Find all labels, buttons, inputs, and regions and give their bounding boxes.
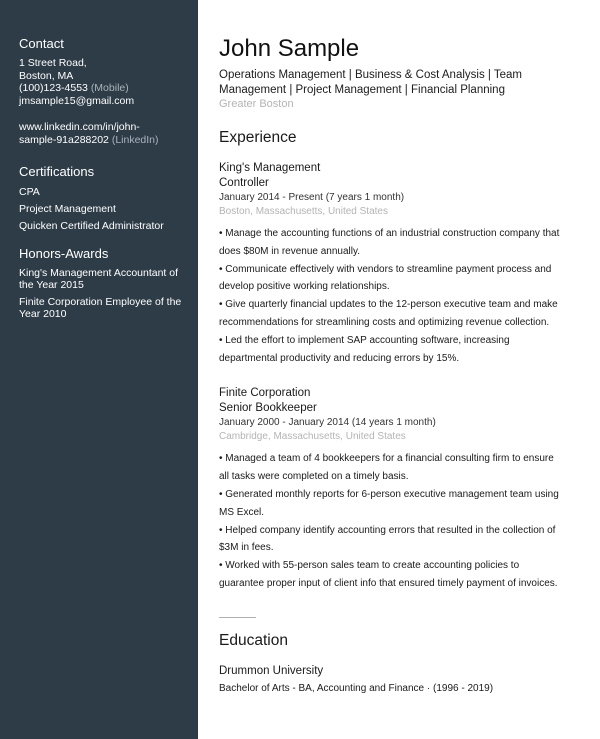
- bullet-line: departmental productivity and reducing errors by 15%.: [219, 352, 460, 364]
- honor-item: [19, 267, 188, 292]
- certification-item: Project Management: [19, 203, 116, 215]
- job-dates: January 2000 - January 2014 (14 years 1 month): [219, 417, 436, 429]
- address-line-1: 1 Street Road,: [19, 57, 87, 69]
- certifications-heading: Certifications: [19, 164, 95, 179]
- phone-type: (Mobile): [90, 82, 129, 94]
- education-school: Drummon University: [219, 664, 324, 677]
- job-entry: [219, 160, 582, 367]
- bullet-line: all tasks were completed on a timely basis.: [219, 471, 409, 483]
- linkedin-url-tail[interactable]: sample-91a288202: [19, 133, 109, 146]
- honor-line: King's Management Accountant of: [19, 266, 179, 279]
- main-content: [198, 0, 600, 739]
- honor-line: Year 2010: [19, 308, 67, 320]
- job-role: Controller: [219, 177, 269, 189]
- education-title: Education: [219, 631, 288, 649]
- linkedin-block: [19, 121, 188, 146]
- headline-line-2: Management | Project Management | Financial Planning: [219, 83, 505, 96]
- honor-line: Finite Corporation Employee of the: [19, 295, 182, 308]
- bullet-line: MS Excel.: [219, 506, 265, 518]
- job-entry: [219, 385, 582, 592]
- bullet-line: • Helped company identify accounting errors that resulted in the collection of: [219, 524, 556, 536]
- job-location: Cambridge, Massachusetts, United States: [219, 431, 406, 443]
- bullet-line: recommendations for streamlining costs and optimizing revenue collection.: [219, 316, 550, 328]
- bullet-line: • Give quarterly financial updates to the 12-person executive team and make: [219, 299, 558, 311]
- email-link[interactable]: jmsample15@gmail.com: [19, 94, 135, 107]
- bullet-line: • Generated monthly reports for 6-person executive management team using: [219, 488, 559, 500]
- certification-item: CPA: [19, 186, 40, 198]
- address-line-2: Boston, MA: [19, 69, 74, 82]
- bullet-line: $3M in fees.: [219, 542, 274, 554]
- contact-section: [19, 36, 188, 146]
- experience-title: Experience: [219, 129, 297, 146]
- contact-heading: Contact: [19, 36, 64, 51]
- honors-section: [19, 246, 188, 321]
- job-company: Finite Corporation: [219, 387, 311, 400]
- contact-address: [19, 57, 188, 107]
- education-degree: Bachelor of Arts - BA, Accounting and Finance · (1996 - 2019): [219, 682, 494, 694]
- bullet-line: • Managed a team of 4 bookkeepers for a financial consulting firm to ensure: [219, 453, 554, 465]
- bullet-line: guarantee proper input of client info that ensured timely payment of invoices.: [219, 577, 558, 589]
- bullet-line: • Worked with 55-person sales team to create accounting policies to: [219, 560, 520, 572]
- linkedin-type: (LinkedIn): [111, 133, 159, 146]
- phone-number: (100)123-4553: [19, 82, 88, 94]
- honors-heading: Honors-Awards: [19, 245, 109, 261]
- job-bullets: [219, 450, 582, 592]
- job-bullets: [219, 225, 582, 367]
- bullet-line: • Communicate effectively with vendors to streamline payment process and: [219, 263, 552, 275]
- certification-item: Quicken Certified Administrator: [19, 220, 164, 232]
- candidate-location: Greater Boston: [219, 98, 294, 110]
- job-location: Boston, Massachusetts, United States: [219, 206, 388, 217]
- job-company: King's Management: [219, 162, 321, 174]
- headline-line-1: Operations Management | Business & Cost Analysis | Team: [219, 69, 522, 81]
- bullet-line: • Led the effort to implement SAP accounting software, increasing: [219, 334, 510, 346]
- bullet-line: does $80M in revenue annually.: [219, 245, 361, 257]
- job-dates: January 2014 - Present (7 years 1 month): [219, 192, 405, 203]
- job-role: Senior Bookkeeper: [219, 402, 317, 415]
- section-divider: [219, 617, 256, 618]
- sidebar: [0, 0, 198, 739]
- honor-item: [19, 296, 188, 321]
- honor-line: the Year 2015: [19, 279, 84, 291]
- linkedin-link-line-1[interactable]: www.linkedin.com/in/john-: [19, 121, 140, 133]
- candidate-name: John Sample: [219, 35, 360, 62]
- certifications-section: [19, 164, 188, 233]
- bullet-line: • Manage the accounting functions of an industrial construction company that: [219, 228, 560, 239]
- linkedin-link-line-2[interactable]: [19, 134, 188, 147]
- phone-line: [19, 82, 188, 95]
- bullet-line: develop positive working relationships.: [219, 281, 390, 293]
